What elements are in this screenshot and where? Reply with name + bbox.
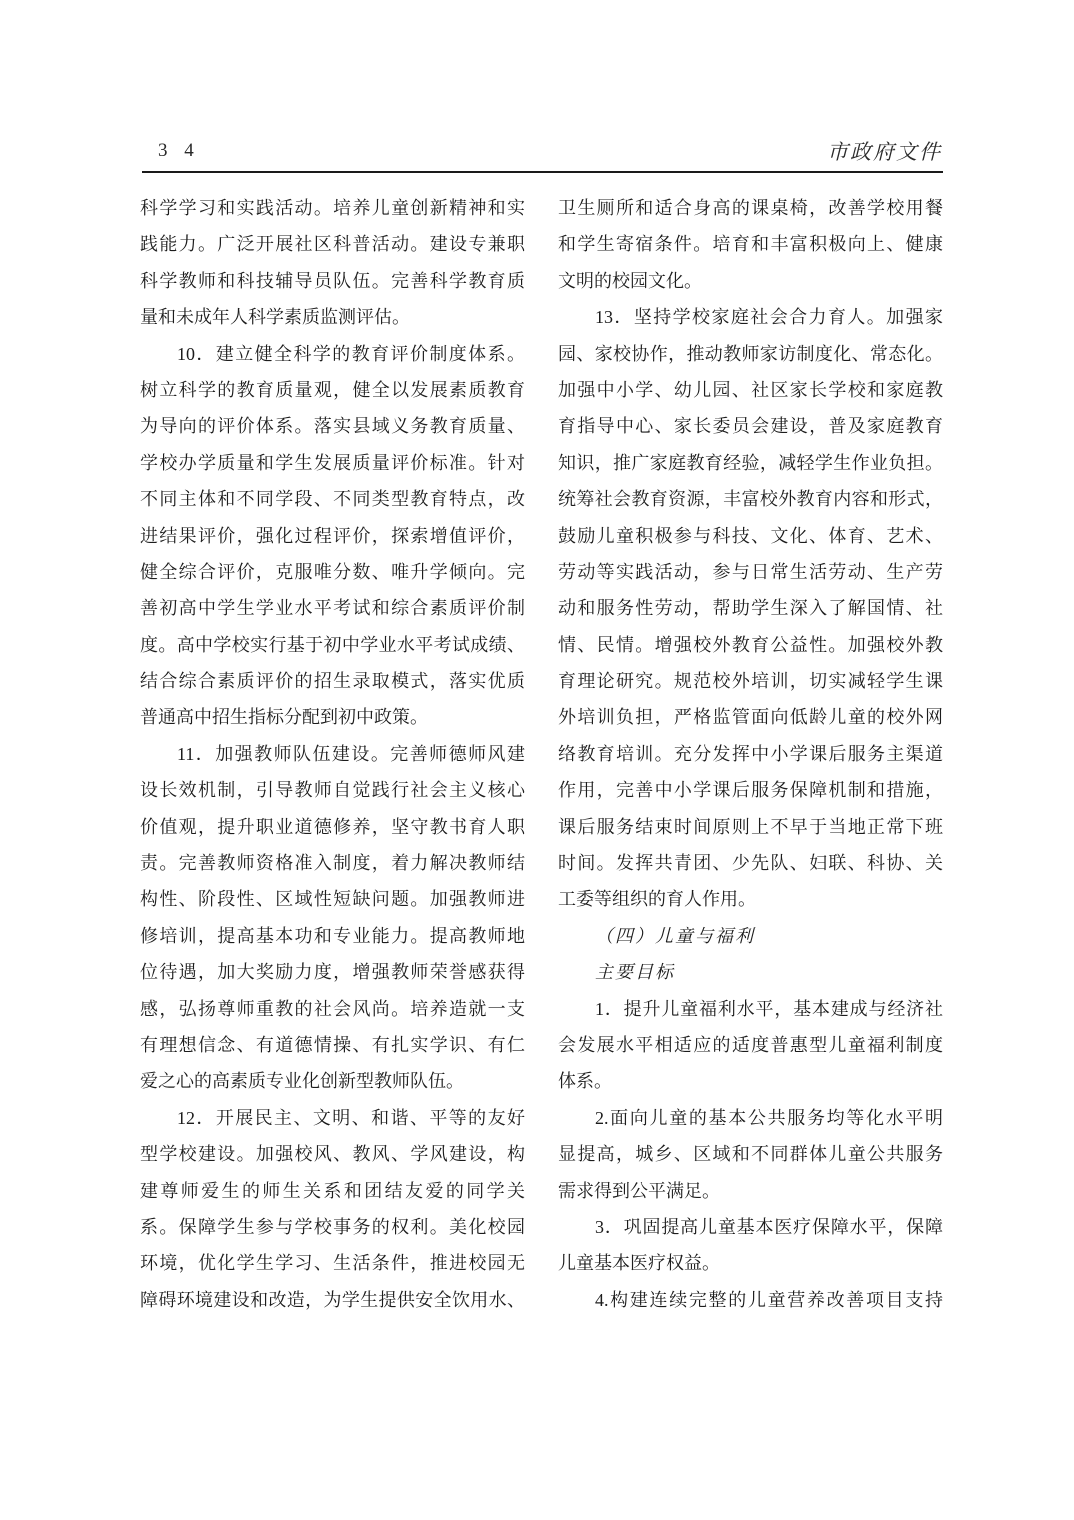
text-line: 不同主体和不同学段、不同类型教育特点，改 [140,489,525,510]
text-line: 络教育培训。充分发挥中小学课后服务主渠道 [558,743,943,764]
text-line: 结合综合素质评价的招生录取模式，落实优质 [140,671,525,692]
text-line: （四）儿童与福利 [595,925,755,946]
text-line: 课后服务结束时间原则上不早于当地正常下班 [558,816,943,837]
text-line: 园、家校协作，推动教师家访制度化、常态化。 [558,343,943,364]
right-column [558,190,943,1318]
text-line: 为导向的评价体系。落实县域义务教育质量、 [140,416,525,437]
text-line: 作用，完善中小学课后服务保障机制和措施， [558,780,943,801]
text-line: 12．开展民主、文明、和谐、平等的友好 [177,1107,525,1128]
text-line: 显提高，城乡、区域和不同群体儿童公共服务 [558,1144,943,1165]
text-line: 统筹社会教育资源，丰富校外教育内容和形式， [558,489,943,510]
text-line: 构性、阶段性、区域性短缺问题。加强教师进 [140,889,525,910]
text-line: 型学校建设。加强校风、教风、学风建设，构 [140,1144,525,1165]
text-line: 进结果评价，强化过程评价，探索增值评价， [140,525,525,546]
text-line: 13．坚持学校家庭社会合力育人。加强家 [595,307,943,328]
text-line: 2.面向儿童的基本公共服务均等化水平明 [595,1107,943,1128]
text-line: 鼓励儿童积极参与科技、文化、体育、艺术、 [558,525,943,546]
text-line: 工委等组织的育人作用。 [558,889,756,910]
text-line: 11．加强教师队伍建设。完善师德师风建 [177,743,525,764]
text-line: 科学学习和实践活动。培养儿童创新精神和实 [140,198,525,218]
text-line: 1．提升儿童福利水平，基本建成与经济社 [595,998,943,1019]
text-line: 情、民情。增强校外教育公益性。加强校外教 [558,634,943,655]
text-line: 设长效机制，引导教师自觉践行社会主义核心 [140,780,525,801]
text-line: 学校办学质量和学生发展质量评价标准。针对 [140,452,525,473]
text-line: 卫生厕所和适合身高的课桌椅，改善学校用餐 [558,198,943,218]
text-line: 建尊师爱生的师生关系和团结友爱的同学关 [140,1180,525,1201]
text-line: 4.构建连续完整的儿童营养改善项目支持 [595,1289,943,1310]
text-line: 责。完善教师资格准入制度，着力解决教师结 [140,853,525,874]
header-title: 市政府文件 [827,140,942,164]
text-line: 普通高中招生指标分配到初中政策。 [140,707,428,728]
text-line: 践能力。广泛开展社区科普活动。建设专兼职 [140,234,525,255]
page-number: 3 4 [158,140,200,161]
text-line: 健全综合评价，克服唯分数、唯升学倾向。完 [140,561,525,582]
text-line: 劳动等实践活动，参与日常生活劳动、生产劳 [558,561,943,582]
text-line: 感，弘扬尊师重教的社会风尚。培养造就一支 [140,998,525,1019]
text-line: 加强中小学、幼儿园、社区家长学校和家庭教 [558,379,943,400]
text-line: 树立科学的教育质量观，健全以发展素质教育 [140,379,525,400]
text-line: 外培训负担，严格监管面向低龄儿童的校外网 [558,707,943,728]
text-line: 文明的校园文化。 [558,270,702,291]
text-line: 善初高中学生学业水平考试和综合素质评价制 [140,598,525,619]
text-line: 儿童基本医疗权益。 [558,1253,720,1274]
text-line: 10．建立健全科学的教育评价制度体系。 [177,343,525,364]
text-line: 科学教师和科技辅导员队伍。完善科学教育质 [140,270,525,291]
text-line: 量和未成年人科学素质监测评估。 [140,307,410,328]
text-line: 修培训，提高基本功和专业能力。提高教师地 [140,925,525,946]
text-line: 会发展水平相适应的适度普惠型儿童福利制度 [558,1034,943,1055]
text-line: 动和服务性劳动，帮助学生深入了解国情、社 [558,598,943,619]
left-column [140,190,525,1318]
text-line: 有理想信念、有道德情操、有扎实学识、有仁 [140,1034,525,1055]
text-line: 3．巩固提高儿童基本医疗保障水平，保障 [595,1216,943,1237]
text-line: 障碍环境建设和改造，为学生提供安全饮用水、 [140,1289,525,1310]
text-line: 和学生寄宿条件。培育和丰富积极向上、健康 [558,234,943,255]
text-line: 时间。发挥共青团、少先队、妇联、科协、关 [558,853,943,874]
text-line: 环境，优化学生学习、生活条件，推进校园无 [140,1253,525,1274]
text-line: 需求得到公平满足。 [558,1180,720,1201]
header-rule [142,171,943,173]
text-line: 度。高中学校实行基于初中学业水平考试成绩、 [140,634,525,655]
text-line: 体系。 [558,1071,612,1092]
text-line: 知识，推广家庭教育经验，减轻学生作业负担。 [558,452,943,473]
text-line: 育理论研究。规范校外培训，切实减轻学生课 [558,671,943,692]
text-line: 主要目标 [595,962,675,983]
text-line: 价值观，提升职业道德修养，坚守教书育人职 [140,816,525,837]
text-line: 位待遇，加大奖励力度，增强教师荣誉感获得 [140,962,525,983]
text-line: 育指导中心、家长委员会建设，普及家庭教育 [558,416,943,437]
text-line: 爱之心的高素质专业化创新型教师队伍。 [140,1071,464,1092]
text-line: 系。保障学生参与学校事务的权利。美化校园 [140,1216,525,1237]
